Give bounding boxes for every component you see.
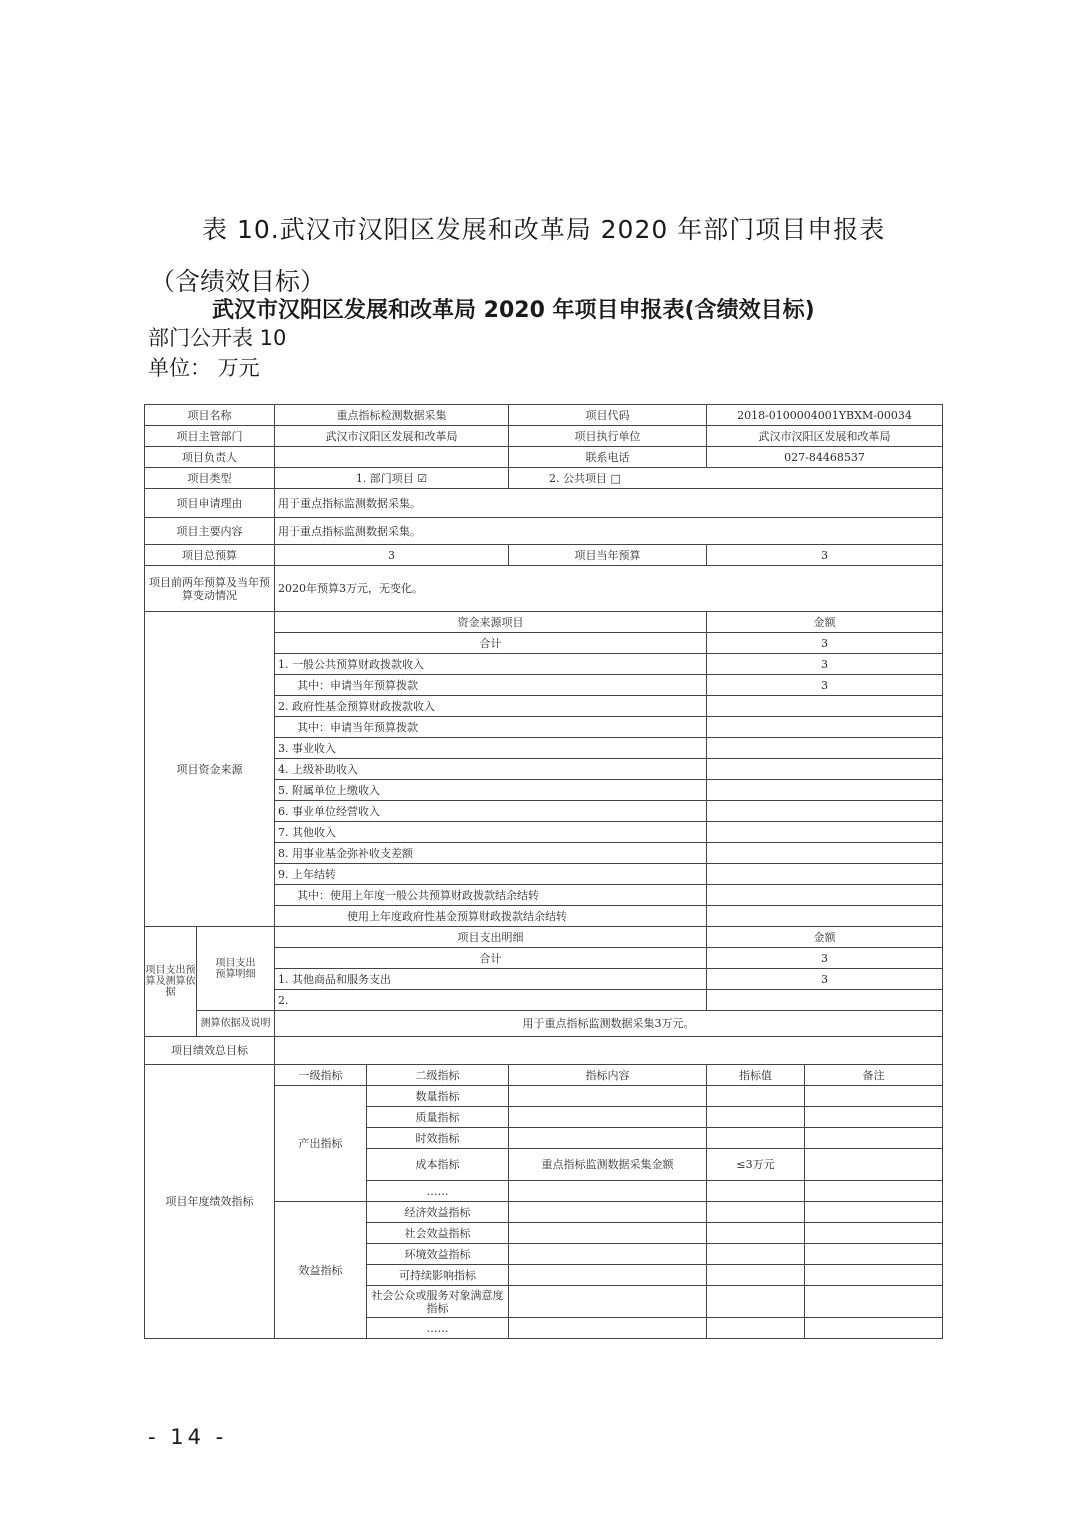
- funding-amount: 3: [707, 675, 943, 696]
- funding-amount: [707, 906, 943, 927]
- perf-value: [707, 1265, 805, 1286]
- perf-l2: 质量指标: [367, 1107, 509, 1128]
- funding-amount: [707, 738, 943, 759]
- perf-note: [805, 1223, 943, 1244]
- perf-l2: 环境效益指标: [367, 1244, 509, 1265]
- value-content: 用于重点指标监测数据采集。: [275, 518, 943, 545]
- project-type-option-public: 2. 公共项目 □: [509, 468, 943, 489]
- perf-note: [805, 1107, 943, 1128]
- label-phone: 联系电话: [509, 447, 707, 468]
- expense-row: 1. 其他商品和服务支出: [275, 969, 707, 990]
- value-budget-change: 2020年预算3万元，无变化。: [275, 566, 943, 612]
- perf-content: [509, 1244, 707, 1265]
- funding-row: 其中：使用上年度一般公共预算财政拨款结余结转: [275, 885, 707, 906]
- perf-l2: 数量指标: [367, 1086, 509, 1107]
- perf-content: [509, 1128, 707, 1149]
- project-application-form: [144, 404, 943, 1339]
- value-exec-unit: 武汉市汉阳区发展和改革局: [707, 426, 943, 447]
- perf-col-l2: 二级指标: [367, 1065, 509, 1086]
- funding-row: 使用上年度政府性基金预算财政拨款结余结转: [275, 906, 707, 927]
- table-number: 部门公开表 10: [148, 326, 287, 350]
- perf-value: [707, 1286, 805, 1318]
- funding-amount: 3: [707, 633, 943, 654]
- perf-l2: ……: [367, 1181, 509, 1202]
- perf-content: [509, 1086, 707, 1107]
- perf-content: [509, 1223, 707, 1244]
- value-year-budget: 3: [707, 545, 943, 566]
- funding-amount: [707, 864, 943, 885]
- value-project-code: 2018-0100004001YBXM-00034: [707, 405, 943, 426]
- label-expense-inner: 项目支出预算明细: [197, 927, 275, 1011]
- perf-l2: 成本指标: [367, 1149, 509, 1181]
- value-total-budget: 3: [275, 545, 509, 566]
- label-dept: 项目主管部门: [145, 426, 275, 447]
- funding-amount: [707, 801, 943, 822]
- funding-row: 6. 事业单位经营收入: [275, 801, 707, 822]
- label-budget-change: 项目前两年预算及当年预算变动情况: [145, 566, 275, 612]
- funding-amount: [707, 780, 943, 801]
- funding-row: 9. 上年结转: [275, 864, 707, 885]
- funding-row: 4. 上级补助收入: [275, 759, 707, 780]
- funding-amount: [707, 843, 943, 864]
- label-expense-outer: 项目支出预算及测算依据: [145, 927, 197, 1037]
- perf-col-note: 备注: [805, 1065, 943, 1086]
- label-output-indicator: 产出指标: [275, 1086, 367, 1202]
- perf-l2: 社会公众或服务对象满意度指标: [367, 1286, 509, 1318]
- perf-l2: 可持续影响指标: [367, 1265, 509, 1286]
- perf-value: [707, 1223, 805, 1244]
- funding-row: 8. 用事业基金弥补收支差额: [275, 843, 707, 864]
- perf-l2: 社会效益指标: [367, 1223, 509, 1244]
- perf-content: [509, 1202, 707, 1223]
- perf-value: [707, 1128, 805, 1149]
- perf-note: [805, 1318, 943, 1339]
- funding-row: 5. 附属单位上缴收入: [275, 780, 707, 801]
- funding-row: 1. 一般公共预算财政拨款收入: [275, 654, 707, 675]
- perf-content: 重点指标监测数据采集金额: [509, 1149, 707, 1181]
- label-project-type: 项目类型: [145, 468, 275, 489]
- funding-amount: [707, 696, 943, 717]
- expense-amount: 3: [707, 948, 943, 969]
- page-number: - 14 -: [148, 1425, 228, 1449]
- value-calc-basis: 用于重点指标监测数据采集3万元。: [275, 1011, 943, 1037]
- funding-amount: [707, 759, 943, 780]
- funding-col-amount: 金额: [707, 612, 943, 633]
- perf-note: [805, 1181, 943, 1202]
- perf-value: [707, 1181, 805, 1202]
- funding-amount: [707, 822, 943, 843]
- perf-content: [509, 1107, 707, 1128]
- label-annual-perf: 项目年度绩效指标: [145, 1065, 275, 1339]
- funding-amount: 3: [707, 654, 943, 675]
- perf-l2: 时效指标: [367, 1128, 509, 1149]
- unit-label: 单位： 万元: [148, 356, 260, 380]
- perf-note: [805, 1286, 943, 1318]
- perf-content: [509, 1318, 707, 1339]
- table-title: 武汉市汉阳区发展和改革局 2020 年项目申报表(含绩效目标): [212, 298, 815, 323]
- perf-value: [707, 1086, 805, 1107]
- expense-col-amount: 金额: [707, 927, 943, 948]
- label-project-name: 项目名称: [145, 405, 275, 426]
- expense-amount: [707, 990, 943, 1011]
- perf-l2: 经济效益指标: [367, 1202, 509, 1223]
- label-owner: 项目负责人: [145, 447, 275, 468]
- expense-row: 2.: [275, 990, 707, 1011]
- perf-value: [707, 1244, 805, 1265]
- perf-col-value: 指标值: [707, 1065, 805, 1086]
- value-reason: 用于重点指标监测数据采集。: [275, 489, 943, 518]
- expense-row: 合计: [275, 948, 707, 969]
- funding-row: 2. 政府性基金预算财政拨款收入: [275, 696, 707, 717]
- heading-title-continued: （含绩效目标）: [150, 267, 326, 296]
- perf-note: [805, 1202, 943, 1223]
- perf-note: [805, 1086, 943, 1107]
- perf-value: [707, 1202, 805, 1223]
- value-phone: 027-84468537: [707, 447, 943, 468]
- project-type-option-dept: 1. 部门项目 ☑: [275, 468, 509, 489]
- perf-note: [805, 1149, 943, 1181]
- perf-note: [805, 1128, 943, 1149]
- funding-row: 3. 事业收入: [275, 738, 707, 759]
- expense-col-item: 项目支出明细: [275, 927, 707, 948]
- expense-amount: 3: [707, 969, 943, 990]
- value-perf-goal: [275, 1037, 943, 1065]
- label-total-budget: 项目总预算: [145, 545, 275, 566]
- perf-content: [509, 1286, 707, 1318]
- value-owner: [275, 447, 509, 468]
- perf-content: [509, 1265, 707, 1286]
- funding-row: 其中：申请当年预算拨款: [275, 717, 707, 738]
- funding-col-item: 资金来源项目: [275, 612, 707, 633]
- label-year-budget: 项目当年预算: [509, 545, 707, 566]
- perf-value: [707, 1107, 805, 1128]
- value-dept: 武汉市汉阳区发展和改革局: [275, 426, 509, 447]
- perf-col-content: 指标内容: [509, 1065, 707, 1086]
- perf-value: ≤3万元: [707, 1149, 805, 1181]
- heading-title: 表 10.武汉市汉阳区发展和改革局 2020 年部门项目申报表: [202, 215, 886, 244]
- label-project-code: 项目代码: [509, 405, 707, 426]
- perf-l2: ……: [367, 1318, 509, 1339]
- label-calc-basis: 测算依据及说明: [197, 1011, 275, 1037]
- perf-note: [805, 1265, 943, 1286]
- funding-amount: [707, 717, 943, 738]
- label-perf-goal: 项目绩效总目标: [145, 1037, 275, 1065]
- value-project-name: 重点指标检测数据采集: [275, 405, 509, 426]
- label-content: 项目主要内容: [145, 518, 275, 545]
- funding-row: 其中：申请当年预算拨款: [275, 675, 707, 696]
- perf-value: [707, 1318, 805, 1339]
- label-funding-source: 项目资金来源: [145, 612, 275, 927]
- perf-col-l1: 一级指标: [275, 1065, 367, 1086]
- label-benefit-indicator: 效益指标: [275, 1202, 367, 1339]
- perf-note: [805, 1244, 943, 1265]
- perf-content: [509, 1181, 707, 1202]
- funding-amount: [707, 885, 943, 906]
- label-reason: 项目申请理由: [145, 489, 275, 518]
- label-exec-unit: 项目执行单位: [509, 426, 707, 447]
- funding-row: 合计: [275, 633, 707, 654]
- funding-row: 7. 其他收入: [275, 822, 707, 843]
